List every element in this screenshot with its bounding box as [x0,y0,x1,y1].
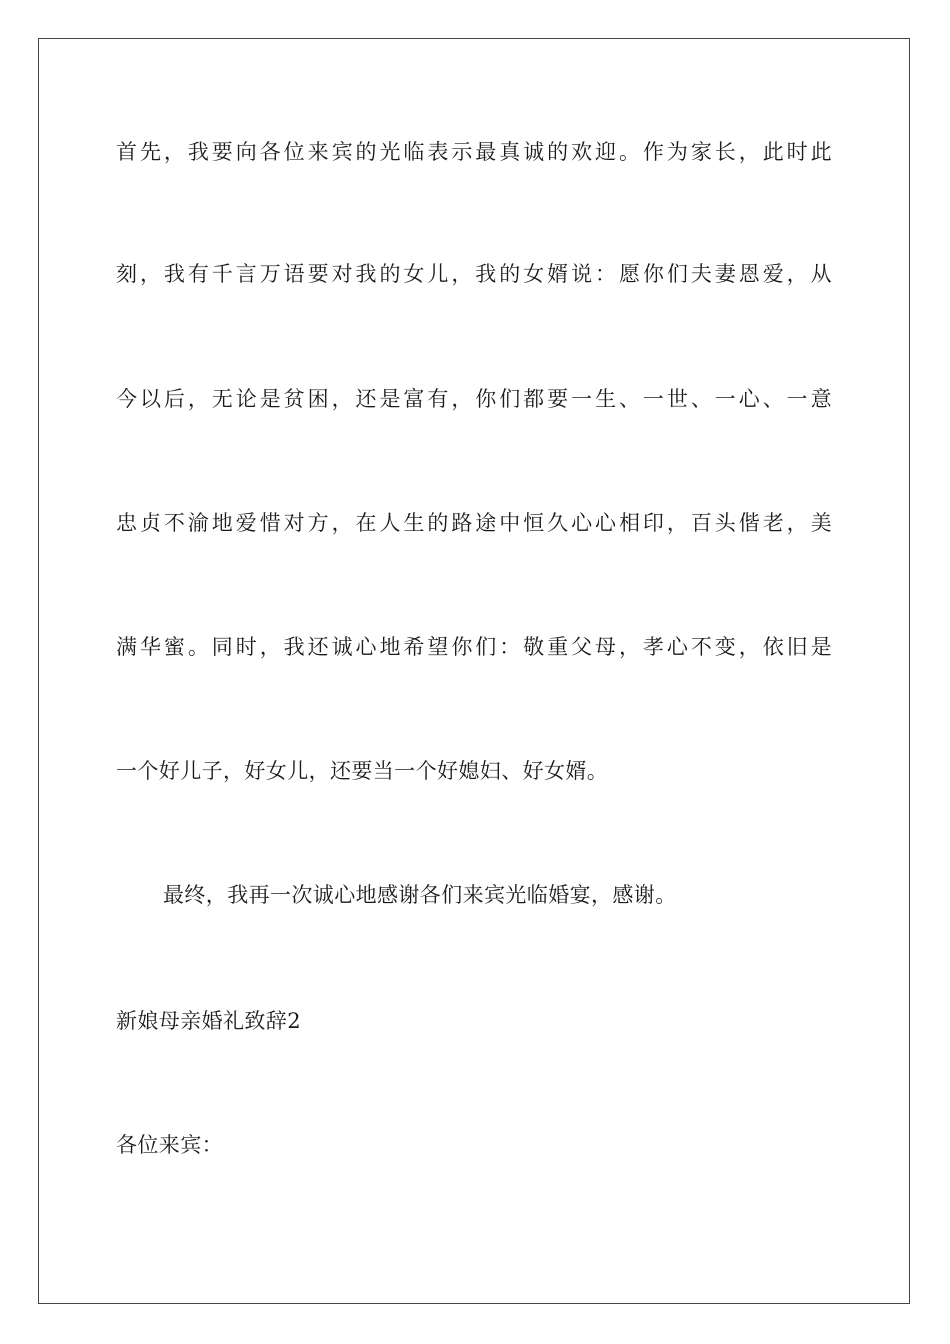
salutation: 各位来宾： [116,1133,223,1157]
page-border [38,38,910,1304]
body-text-line: 首先，我要向各位来宾的光临表示最真诚的欢迎。作为家长，此时此 [116,140,832,164]
body-text-line: 刻，我有千言万语要对我的女儿，我的女婿说：愿你们夫妻恩爱，从 [116,262,832,286]
body-text-line: 今以后，无论是贫困，还是富有，你们都要一生、一世、一心、一意 [116,387,832,411]
body-text-line: 一个好儿子，好女儿，还要当一个好媳妇、好女婿。 [116,759,609,783]
closing-paragraph: 最终，我再一次诚心地感谢各们来宾光临婚宴，感谢。 [163,883,677,907]
body-text-line: 忠贞不渝地爱惜对方，在人生的路途中恒久心心相印，百头偕老，美 [116,511,832,535]
body-text-line: 满华蜜。同时，我还诚心地希望你们：敬重父母，孝心不变，依旧是 [116,635,832,659]
section-title: 新娘母亲婚礼致辞2 [116,1009,301,1033]
